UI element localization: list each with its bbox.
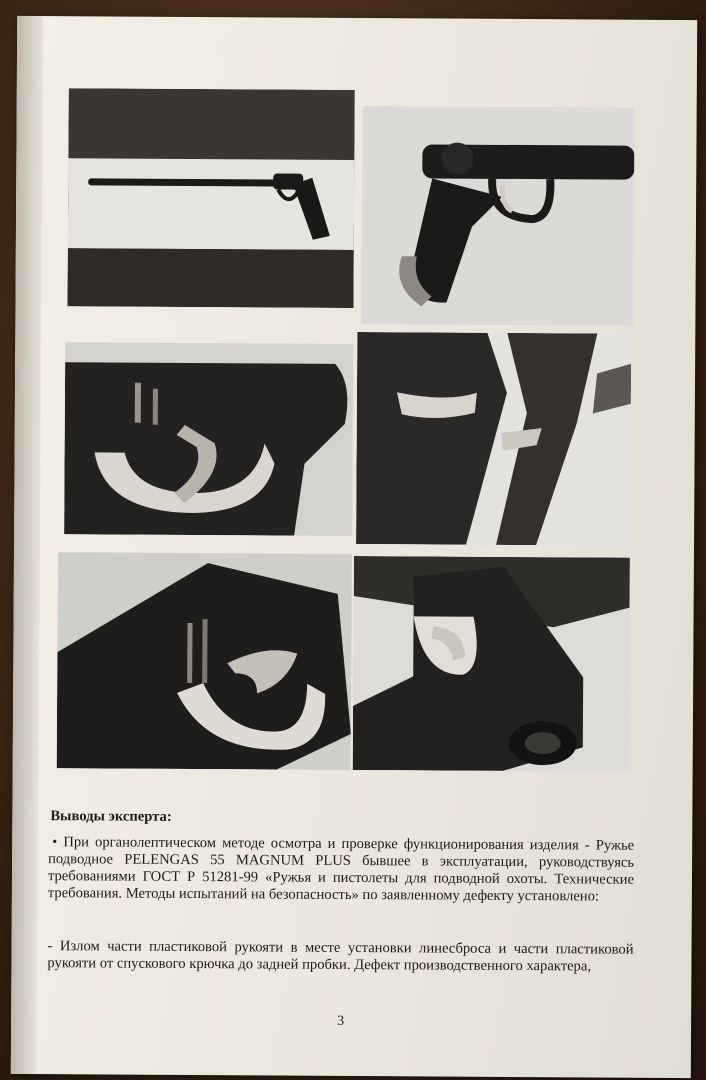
defect-paragraph (47, 938, 633, 976)
handle-rear-plug-photo (353, 556, 630, 772)
trigger-guard-broken-photo (57, 552, 352, 770)
page-binding-edge (11, 16, 43, 1074)
speargun-handle-photo (361, 106, 634, 326)
conclusion-paragraph-text: • При органолептическом методе осмотра и проверке функционирования изделия - Ружье подводное PELENGAS 55 MAGNUM PLUS бывшее в эксплуатации, руководствуясь требованиями ГОСТ Р 51281-99 «Ружья и пистолеты для подводной охоты. Технические требования. Методы испытаний на безопасность» по заявленному дефекту установлено: (47, 834, 635, 905)
defect-paragraph-text: - Излом части пластиковой рукояти в месте установки линесброса и части пластиковой рукояти от спускового крючка до задней пробки. Дефект производственного характера, (47, 938, 634, 975)
handle-crack-closeup-photo (356, 332, 631, 546)
conclusion-paragraph (48, 834, 634, 906)
document-page (11, 16, 697, 1078)
expert-conclusions-heading: Выводы эксперта: (50, 808, 172, 825)
trigger-closeup-photo (64, 342, 353, 536)
page-number: 3 (337, 1013, 345, 1029)
speargun-full-view-photo (67, 88, 354, 308)
